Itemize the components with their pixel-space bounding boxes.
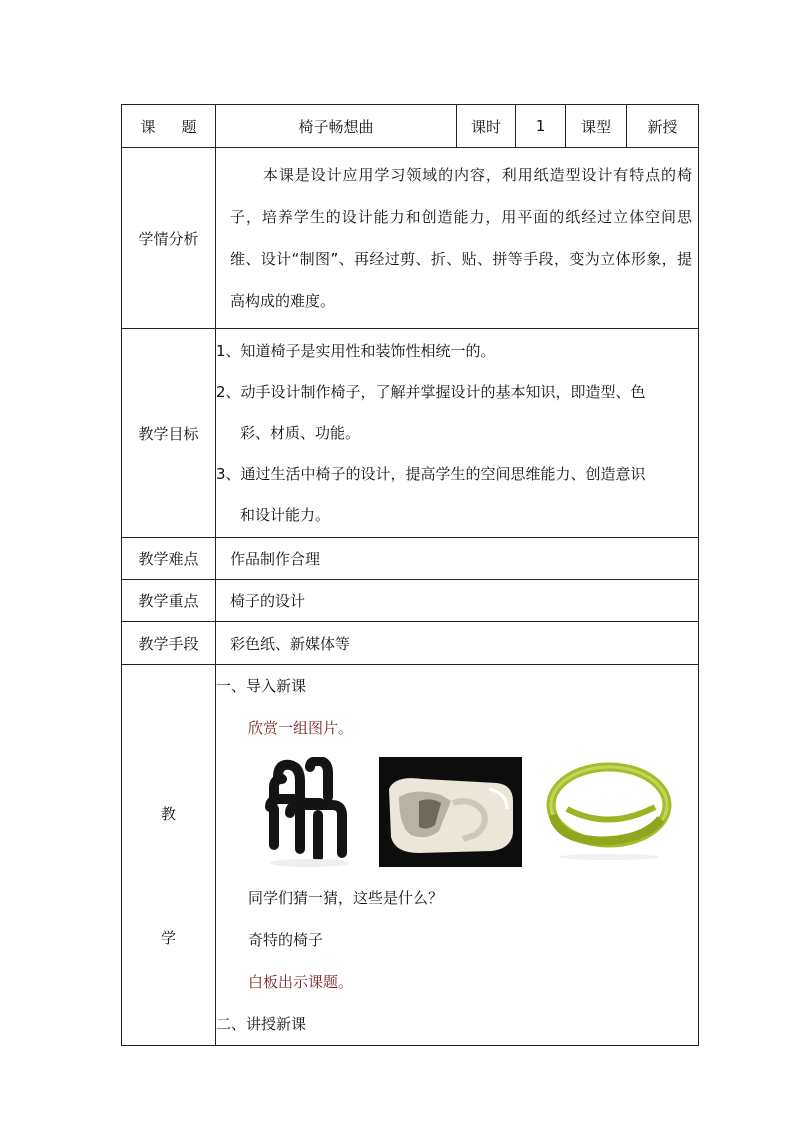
topic-value: 椅子畅想曲 <box>216 105 457 148</box>
analysis-cell <box>216 148 699 329</box>
section-heading: 二、讲授新课 <box>216 1015 307 1033</box>
means-label: 教学手段 <box>122 622 216 665</box>
analysis-text: 本课是设计应用学习领域的内容，利用纸造型设计有特点的椅子，培养学生的设计能力和创造能力，用平面的纸经过立体空间思维、设计“制图”、再经过剪、折、贴、拼等手段，变为立体形象，提高构成的难度。 <box>230 166 692 310</box>
analysis-label: 学情分析 <box>122 148 216 329</box>
focus-label: 教学重点 <box>122 580 216 622</box>
difficulty-label: 教学难点 <box>122 538 216 580</box>
board-text: 白板出示课题。 <box>248 973 354 991</box>
process-label-char-1: 教 <box>160 805 176 823</box>
chair-images <box>202 757 698 873</box>
analysis-row <box>122 148 699 329</box>
type-value: 新授 <box>627 105 699 148</box>
process-row <box>122 665 699 1046</box>
header-row <box>122 105 699 148</box>
section-heading: 一、导入新课 <box>216 677 307 695</box>
means-value: 彩色纸、新媒体等 <box>216 622 699 665</box>
topic-label: 课 题 <box>122 105 216 148</box>
difficulty-row <box>122 538 699 580</box>
focus-value: 椅子的设计 <box>216 580 699 622</box>
goal-item: 2、动手设计制作椅子，了解并掌握设计的基本知识，即造型、色 <box>216 382 646 401</box>
goal-item: 3、通过生活中椅子的设计，提高学生的空间思维能力、创造意识 <box>216 464 646 483</box>
answer-text: 奇特的椅子 <box>248 931 324 949</box>
hours-label: 课时 <box>457 105 516 148</box>
question-text: 同学们猜一猜，这些是什么？ <box>248 889 444 907</box>
goals-row <box>122 329 699 538</box>
green-loop-chair-image <box>539 757 673 865</box>
type-label: 课型 <box>566 105 627 148</box>
process-cell <box>216 665 699 1046</box>
goals-label: 教学目标 <box>122 329 216 538</box>
goal-item-continued: 和设计能力。 <box>240 505 331 524</box>
difficulty-value: 作品制作合理 <box>216 538 699 580</box>
goal-item: 1、知道椅子是实用性和装饰性相统一的。 <box>216 341 496 360</box>
hours-value: 1 <box>516 105 566 148</box>
process-label-char-2: 学 <box>160 929 176 947</box>
focus-row <box>122 580 699 622</box>
white-sculptural-chair-image <box>379 757 522 867</box>
goal-item-continued: 彩、材质、功能。 <box>240 423 361 442</box>
goals-cell <box>216 329 699 538</box>
black-tube-chair-image <box>260 757 360 869</box>
means-row <box>122 622 699 665</box>
appreciate-text: 欣赏一组图片。 <box>248 719 354 737</box>
lesson-plan-table <box>121 104 699 1046</box>
